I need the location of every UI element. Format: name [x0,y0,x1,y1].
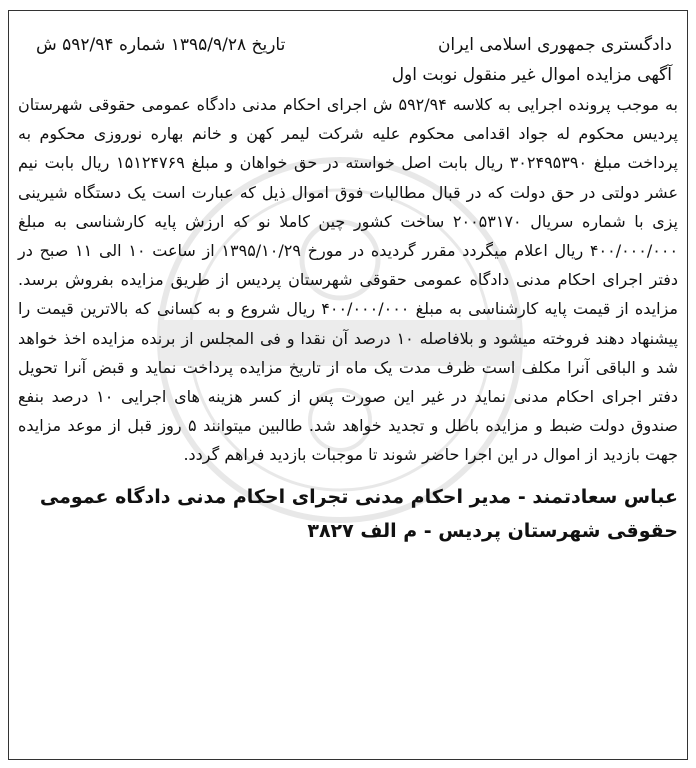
court-name: دادگستری جمهوری اسلامی ایران [437,35,672,55]
notice-body: به موجب پرونده اجرایی به کلاسه ۵۹۲/۹۴ ش اجرای احکام مدنی دادگاه عمومی حقوقی شهرستان پردیس محکوم له جواد اقدامی محکوم علیه شرکت لیمر کهن و خانم بهاره نوروزی محکوم به پرداخت مبلغ ۳۰۲۴۹۵۳۹۰ ریال بابت اصل خواسته در حق خواهان و مبلغ ۱۵۱۲۴۷۶۹ ریال بابت نیم عشر دولتی در حق دولت که در قبال مطالبات فوق اموال ذیل که عبارت است یک دستگاه شیرینی پزی با شماره سریال ۲۰۰۵۳۱۷۰ ساخت کشور چین کاملا نو که ارزش پایه کارشناسی به مبلغ ۴۰۰/۰۰۰/۰۰۰ ریال اعلام میگردد مقرر گردیده در مورخ ۱۳۹۵/۱۰/۲۹ از ساعت ۱۰ الی ۱۱ صبح در دفتر اجرای احکام مدنی دادگاه عمومی حقوقی شهرستان پردیس از طریق مزایده بفروش برسد. مزایده از قیمت پایه کارشناسی به مبلغ ۴۰۰/۰۰۰/۰۰۰ ریال شروع و به کسانی که بالاترین قیمت را پیشنهاد دهند فروخته میشود و بلافاصله ۱۰ درصد آن نقدا و فی المجلس از برنده مزایده اخذ خواهد شد و الباقی آنرا مکلف است ظرف مدت یک ماه از تاریخ مزایده پرداخت نماید و قبض آنرا تحویل دفتر اجرای احکام مدنی نماید در غیر این صورت پس از کسر هزینه های اجرایی ۱۰ درصد بنفع صندوق دولت ضبط و مزایده باطل و تجدید خواهد شد. طالبین میتوانند ۵ روز قبل از موعد مزایده جهت بازدید از اموال در این اجرا حاضر شوند تا موجبات بازدید فراهم گردد. [18,95,679,465]
signature-line: عباس سعادتمند - مدیر احکام مدنی تجرای احکام مدنی دادگاه عمومی حقوقی شهرستان پردیس - م الف ۳۸۲۷ [39,485,678,542]
notice-title: آگهی مزایده اموال غیر منقول نوبت اول [391,65,672,85]
header-line [18,30,678,60]
notice-content [18,30,678,548]
date-number: تاریخ ۱۳۹۵/۹/۲۸ شماره ۵۹۲/۹۴ ش [36,35,286,55]
